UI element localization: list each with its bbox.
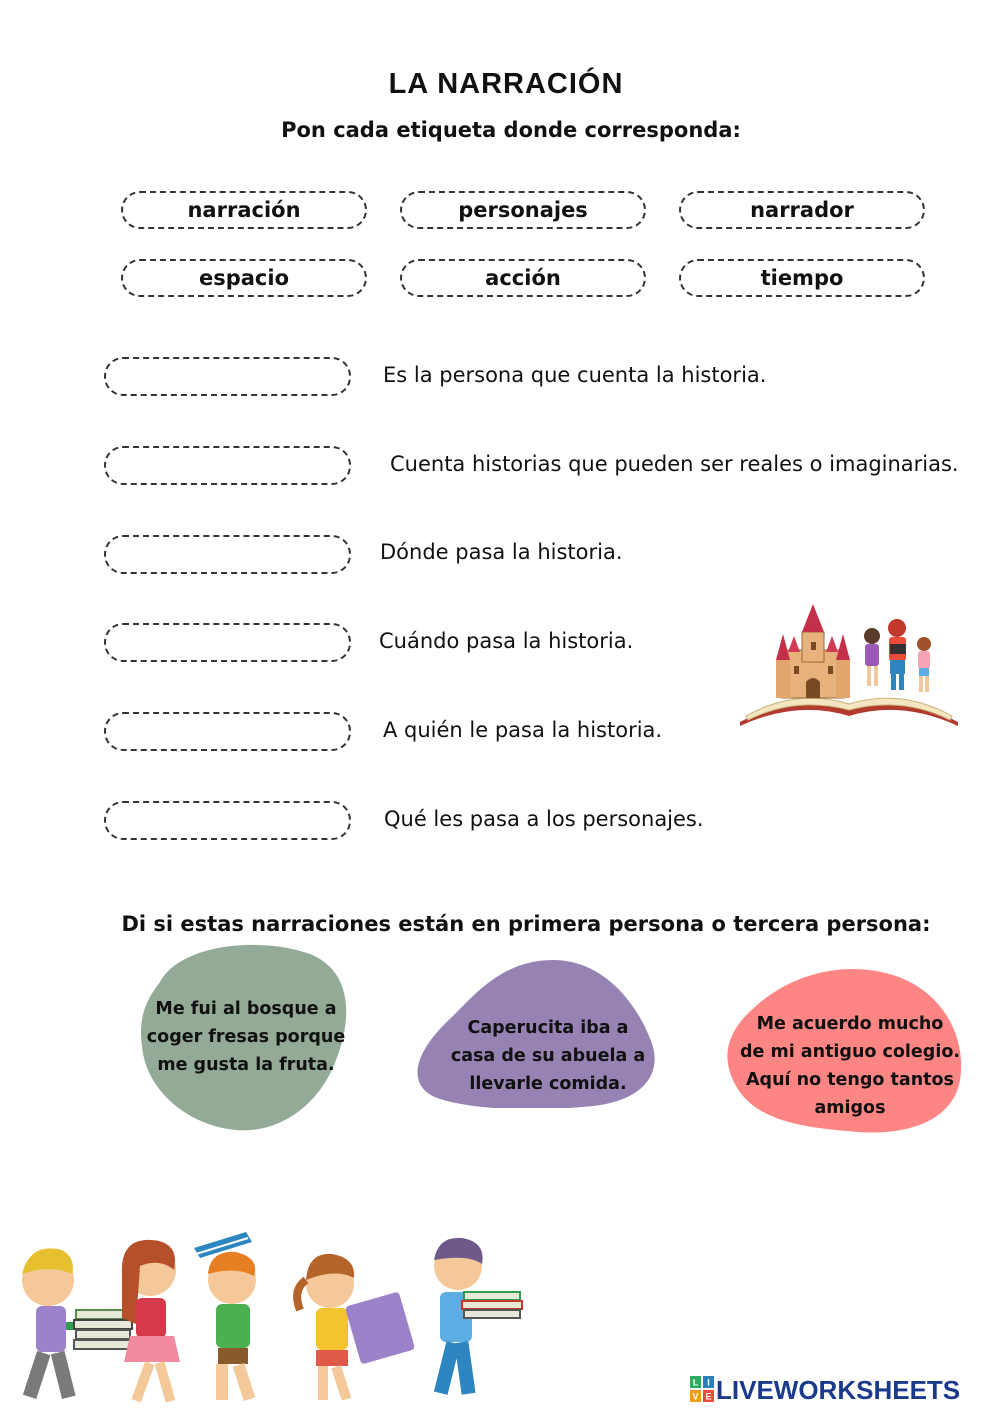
liveworksheets-logo-icon xyxy=(690,1376,716,1404)
kids-with-books-illustration xyxy=(10,1214,530,1414)
definition-6: Qué les pasa a los personajes. xyxy=(384,807,704,831)
logo-icon-letter-2: I xyxy=(707,1377,710,1388)
definition-4: Cuándo pasa la historia. xyxy=(379,629,634,653)
drop-slot-3[interactable] xyxy=(104,535,351,574)
liveworksheets-logo-text: LIVEWORKSHEETS xyxy=(716,1374,961,1405)
drop-slot-6[interactable] xyxy=(104,801,351,840)
tag-narracion[interactable]: narración xyxy=(121,191,367,229)
tag-personajes[interactable]: personajes xyxy=(400,191,646,229)
logo-icon-letter-1: L xyxy=(692,1377,699,1388)
drop-slot-4[interactable] xyxy=(104,623,351,662)
castle-book-illustration xyxy=(736,596,962,730)
page-title: LA NARRACIÓN xyxy=(388,68,624,100)
definition-1: Es la persona que cuenta la historia. xyxy=(383,363,767,387)
section2-title: Di si estas narraciones están en primera persona o tercera persona: xyxy=(121,912,931,936)
narration-text-3: Me acuerdo mucho de mi antiguo colegio. Aquí no tengo tantos amigos xyxy=(739,1014,960,1118)
definition-3: Dónde pasa la historia. xyxy=(380,540,623,564)
logo-icon-letter-3: V xyxy=(692,1391,699,1402)
drop-slot-5[interactable] xyxy=(104,712,351,751)
tag-tiempo[interactable]: tiempo xyxy=(679,259,925,297)
drop-slot-1[interactable] xyxy=(104,357,351,396)
logo-icon-letter-4: E xyxy=(705,1391,712,1402)
liveworksheets-logo[interactable] xyxy=(690,1374,960,1406)
narration-text-2: Caperucita iba a casa de su abuela a llevarle comida. xyxy=(450,1018,646,1094)
tag-accion[interactable]: acción xyxy=(400,259,646,297)
instruction: Pon cada etiqueta donde corresponda: xyxy=(281,118,741,142)
tag-narrador[interactable]: narrador xyxy=(679,191,925,229)
narration-text-1: Me fui al bosque a coger fresas porque me gusta la fruta. xyxy=(146,999,346,1075)
drop-slot-2[interactable] xyxy=(104,446,351,485)
definition-2: Cuenta historias que pueden ser reales o imaginarias. xyxy=(390,452,959,476)
tag-espacio[interactable]: espacio xyxy=(121,259,367,297)
definition-5: A quién le pasa la historia. xyxy=(383,718,663,742)
